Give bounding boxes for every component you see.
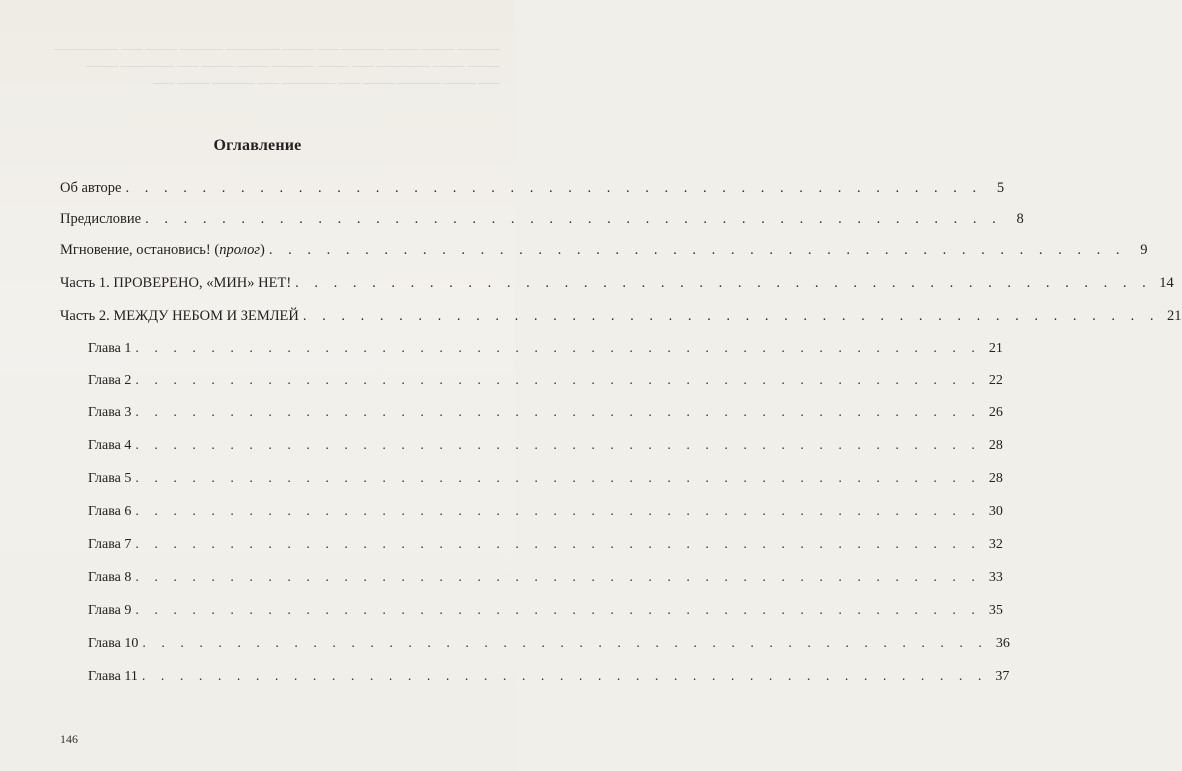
- toc-entry-label: Предисловие: [60, 211, 142, 227]
- toc-entry-label: Об авторе: [60, 180, 122, 196]
- toc-entry-page: 22: [988, 373, 1003, 388]
- toc-entry-label: Часть 1. ПРОВЕРЕНО, «МИН» НЕТ!: [60, 275, 292, 291]
- toc-entry-label: Глава 11: [88, 669, 138, 684]
- toc-entry-label: Глава 7: [88, 537, 132, 552]
- leader-dots: . . . . . . . . . . . . . . . . . . . . . . . . . . . . . . . . . . . . . . . . . . . . .: [135, 603, 981, 618]
- toc-entry-chapter-11[interactable]: [88, 669, 1010, 693]
- toc-entry-preface[interactable]: [60, 211, 1024, 235]
- leader-dots: . . . . . . . . . . . . . . . . . . . . . . . . . . . . . . . . . . . . . . . . . . . . .: [268, 242, 1126, 258]
- toc-entry-page: 28: [988, 438, 1003, 453]
- toc-entry-label: Часть 2. МЕЖДУ НЕБОМ И ЗЕМЛЕЙ: [60, 308, 299, 324]
- toc-entry-label: Глава 10: [88, 636, 139, 651]
- toc-entry-prologue[interactable]: [60, 242, 1148, 266]
- toc-entry-chapter-4[interactable]: [88, 438, 1003, 462]
- show-through-text: ———— ——— ——— ———— —— ——— ————— ———— ——— —— —————— ——— ——— ————— —— ——— ———— ——— ——— —— ————— ——— —— ——— ———— ——— —— ————— —— ———— ——— ——: [53, 41, 500, 89]
- toc-entry-label: Глава 3: [88, 405, 132, 420]
- toc-entry-chapter-6[interactable]: [88, 504, 1003, 528]
- toc-entry-chapter-3[interactable]: [88, 405, 1003, 429]
- toc-entry-page: 9: [1140, 242, 1148, 258]
- toc-entry-page: 33: [988, 570, 1003, 585]
- toc-entry-label: Глава 6: [88, 504, 132, 519]
- toc-entry-page: 21: [988, 341, 1003, 356]
- toc-entry-label: Глава 9: [88, 603, 132, 618]
- toc-entry-page: 32: [988, 537, 1003, 552]
- leader-dots: . . . . . . . . . . . . . . . . . . . . . . . . . . . . . . . . . . . . . . . . . . . . .: [135, 570, 981, 585]
- toc-entry-page: 35: [988, 603, 1003, 618]
- toc-entry-page: 14: [1159, 275, 1174, 291]
- toc-title: Оглавление: [213, 137, 302, 154]
- toc-entry-page: 28: [988, 471, 1003, 486]
- leader-dots: . . . . . . . . . . . . . . . . . . . . . . . . . . . . . . . . . . . . . . . . . . . . .: [135, 341, 981, 356]
- toc-entry-chapter-1[interactable]: [88, 341, 1003, 365]
- leader-dots: . . . . . . . . . . . . . . . . . . . . . . . . . . . . . . . . . . . . . . . . . . . . .: [135, 373, 981, 388]
- leader-dots: . . . . . . . . . . . . . . . . . . . . . . . . . . . . . . . . . . . . . . . . . . . . .: [125, 180, 983, 196]
- toc-entry-label: Глава 8: [88, 570, 132, 585]
- toc-entry-about-author[interactable]: [60, 180, 1005, 204]
- toc-entry-label: Глава 2: [88, 373, 132, 388]
- toc-entry-chapter-5[interactable]: [88, 471, 1003, 495]
- toc-entry-page: 36: [995, 636, 1010, 651]
- leader-dots: . . . . . . . . . . . . . . . . . . . . . . . . . . . . . . . . . . . . . . . . . . . . .: [141, 669, 988, 684]
- toc-entry-label: Мгновение, остановись! (пролог): [60, 242, 265, 258]
- page-number: 146: [60, 732, 78, 746]
- leader-dots: . . . . . . . . . . . . . . . . . . . . . . . . . . . . . . . . . . . . . . . . . . . . .: [135, 537, 981, 552]
- toc-entry-page: 37: [995, 669, 1010, 684]
- leader-dots: . . . . . . . . . . . . . . . . . . . . . . . . . . . . . . . . . . . . . . . . . . . . .: [302, 308, 1160, 324]
- toc-entry-chapter-2[interactable]: [88, 373, 1003, 397]
- leader-dots: . . . . . . . . . . . . . . . . . . . . . . . . . . . . . . . . . . . . . . . . . . . . .: [135, 471, 981, 486]
- leader-dots: . . . . . . . . . . . . . . . . . . . . . . . . . . . . . . . . . . . . . . . . . . . . .: [295, 275, 1152, 291]
- leader-dots: . . . . . . . . . . . . . . . . . . . . . . . . . . . . . . . . . . . . . . . . . . . . .: [135, 438, 981, 453]
- toc-entry-page: 8: [1016, 211, 1024, 227]
- leader-dots: . . . . . . . . . . . . . . . . . . . . . . . . . . . . . . . . . . . . . . . . . . . . .: [145, 211, 1002, 227]
- toc-entry-page: 30: [988, 504, 1003, 519]
- toc-entry-label: Глава 4: [88, 438, 132, 453]
- leader-dots: . . . . . . . . . . . . . . . . . . . . . . . . . . . . . . . . . . . . . . . . . . . . .: [142, 636, 988, 651]
- toc-entry-label: Глава 5: [88, 471, 132, 486]
- toc-entry-chapter-10[interactable]: [88, 636, 1010, 660]
- toc-entry-chapter-9[interactable]: [88, 603, 1003, 627]
- toc-entry-part-1[interactable]: [60, 275, 1174, 299]
- toc-entry-chapter-7[interactable]: [88, 537, 1003, 561]
- toc-entry-label: Глава 1: [88, 341, 132, 356]
- toc-entry-page: 21: [1167, 308, 1182, 324]
- toc-entry-part-2[interactable]: [60, 308, 1182, 332]
- toc-entry-page: 5: [996, 180, 1005, 196]
- leader-dots: . . . . . . . . . . . . . . . . . . . . . . . . . . . . . . . . . . . . . . . . . . . . .: [135, 504, 981, 519]
- toc-entry-page: 26: [988, 405, 1003, 420]
- leader-dots: . . . . . . . . . . . . . . . . . . . . . . . . . . . . . . . . . . . . . . . . . . . . .: [135, 405, 981, 420]
- toc-entry-chapter-8[interactable]: [88, 570, 1003, 594]
